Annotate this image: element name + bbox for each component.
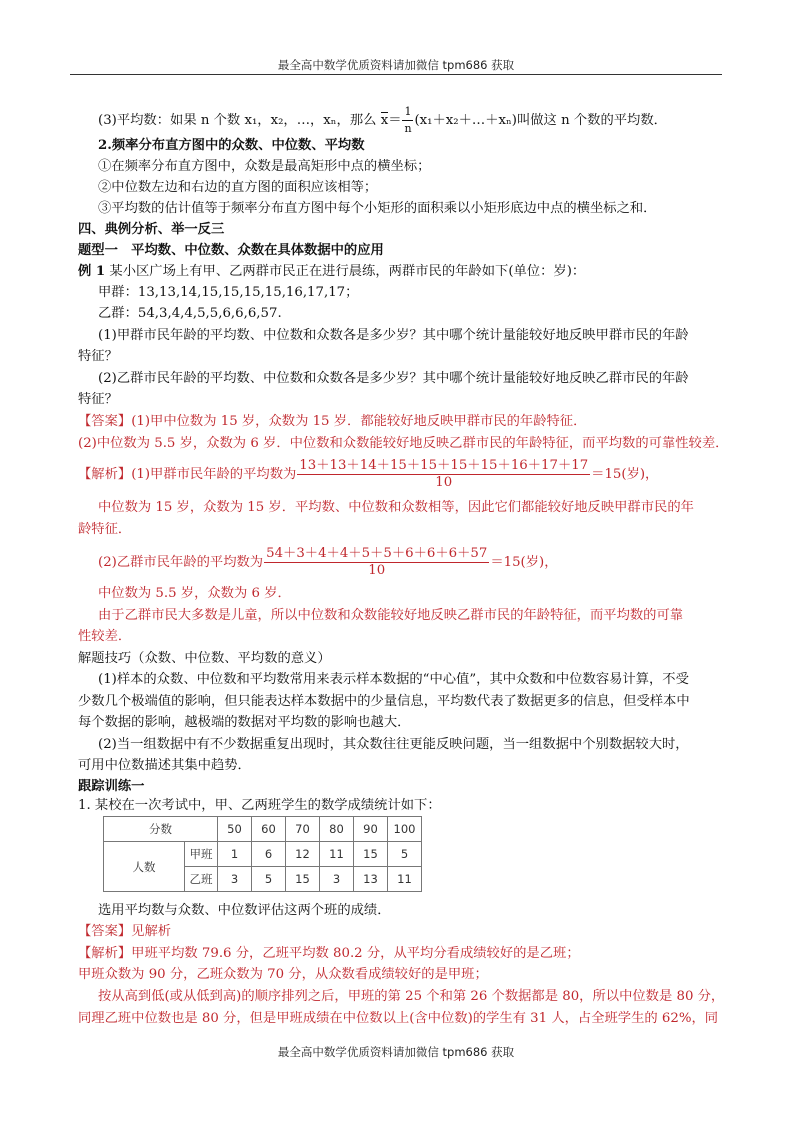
solution-2-part-1 — [98, 546, 558, 579]
table-cell: 15 — [354, 842, 388, 867]
table-cell: 12 — [286, 842, 320, 867]
table-cell: 60 — [252, 817, 286, 842]
average-definition-expr: (x₁＋x₂＋…＋xₙ)叫做这 n 个数的平均数． — [414, 113, 667, 128]
drill-answer: 【答案】见解析 — [78, 924, 172, 939]
solution-1-pre: (1)甲群市民年龄的平均数为 — [131, 467, 297, 482]
group-b-mean-num: 54＋3＋4＋4＋5＋5＋6＋6＋6＋57 — [266, 546, 488, 561]
group-a-ages: 甲群：13,13,14,15,15,15,15,16,17,17； — [98, 285, 359, 300]
answer-1-line-2: (2)中位数为 5.5 岁，众数为 6 岁．中位数和众数能较好地反映乙群市民的年龄特征，而平均数的可靠性较差． — [78, 436, 729, 451]
answer-1-line-1 — [78, 412, 586, 432]
section-2-item-2: ②中位数左边和右边的直方图的面积应该相等； — [98, 180, 378, 195]
table-cell: 50 — [218, 817, 252, 842]
table-row — [104, 842, 422, 867]
table-cell: 3 — [218, 867, 252, 892]
class-b-label: 乙班 — [185, 867, 218, 892]
solution-2-line-2: 中位数为 5.5 岁，众数为 6 岁． — [98, 586, 291, 601]
group-a-mean-den: 10 — [435, 475, 453, 490]
table-cell: 5 — [252, 867, 286, 892]
question-1-line-1: (1)甲群市民年龄的平均数、中位数和众数各是多少岁？其中哪个统计量能较好地反映甲群市民的年龄 — [98, 328, 689, 343]
example-1-stem — [78, 262, 585, 282]
solution-3-line-2: 性较差． — [78, 629, 132, 644]
table-cell: 80 — [320, 817, 354, 842]
average-fraction — [402, 104, 413, 137]
drill-solution-line-4: 同理乙班中位数也是 80 分，但是甲班成绩在中位数以上(含中位数)的学生有 31 人，占全班学生的 62%，同 — [78, 1011, 719, 1026]
solution-tag: 【解析】 — [78, 467, 132, 482]
tip-2-line-2: 可用中位数描述其集中趋势． — [78, 758, 251, 773]
table-cell: 1 — [218, 842, 252, 867]
average-fraction-num: 1 — [402, 104, 413, 121]
average-definition-prefix: (3)平均数：如果 n 个数 x₁，x₂，…，xₙ，那么 — [98, 113, 377, 128]
score-table — [103, 816, 422, 892]
example-1-label: 例 1 — [78, 264, 106, 279]
table-cell: 13 — [354, 867, 388, 892]
answer-tag: 【答案】 — [78, 414, 132, 429]
group-b-mean-den: 10 — [368, 563, 386, 578]
average-eq: ＝ — [388, 113, 402, 128]
tip-1-line-2: 少数几个极端值的影响，但只能表达样本数据中的少量信息，平均数代表了数据更多的信息，但受样本中 — [78, 694, 690, 709]
tip-1-line-1: (1)样本的众数、中位数和平均数常用来表示样本数据的“中心值”，其中众数和中位数容易计算，不受 — [98, 672, 689, 687]
section-4-title: 四、典例分析、举一反三 — [78, 222, 225, 237]
question-2-line-2: 特征？ — [78, 392, 118, 407]
header-divider — [70, 74, 722, 75]
section-2-item-3: ③平均数的估计值等于频率分布直方图中每个小矩形的面积乘以小矩形底边中点的横坐标之和． — [98, 201, 657, 216]
solution-1-part-1 — [78, 458, 658, 491]
question-2-line-1: (2)乙群市民年龄的平均数、中位数和众数各是多少岁？其中哪个统计量能较好地反映乙群市民的年龄 — [98, 371, 689, 386]
average-fraction-den: n — [404, 122, 412, 135]
section-2-title: 2.频率分布直方图中的众数、中位数、平均数 — [98, 138, 365, 153]
solution-1-line-3: 龄特征． — [78, 522, 132, 537]
count-header: 人数 — [104, 842, 185, 892]
table-cell: 11 — [320, 842, 354, 867]
class-a-label: 甲班 — [185, 842, 218, 867]
group-b-ages: 乙群：54,3,4,4,5,5,6,6,6,57. — [98, 306, 282, 321]
solution-1-post: ＝15(岁)， — [591, 467, 659, 482]
answer-1-text: (1)甲中位数为 15 岁，众数为 15 岁．都能较好地反映甲群市民的年龄特征． — [131, 414, 587, 429]
group-a-mean-fraction — [297, 458, 590, 491]
tip-title: 解题技巧（众数、中位数、平均数的意义） — [78, 651, 331, 666]
table-cell: 6 — [252, 842, 286, 867]
example-1-text: 某小区广场上有甲、乙两群市民正在进行晨练，两群市民的年龄如下(单位：岁)： — [109, 264, 586, 279]
group-a-mean-num: 13＋13＋14＋15＋15＋15＋15＋16＋17＋17 — [299, 458, 589, 473]
type-1-title: 题型一 平均数、中位数、众数在具体数据中的应用 — [78, 243, 384, 258]
score-header: 分数 — [104, 817, 218, 842]
average-definition — [98, 104, 667, 137]
section-2-item-1: ①在频率分布直方图中，众数是最高矩形中点的横坐标； — [98, 159, 431, 174]
table-cell: 90 — [354, 817, 388, 842]
table-row — [104, 817, 422, 842]
table-cell: 100 — [388, 817, 422, 842]
solution-2-post: ＝15(岁)， — [490, 555, 558, 570]
table-cell: 5 — [388, 842, 422, 867]
drill-solution-line-2: 甲班众数为 90 分，乙班众数为 70 分，从众数看成绩较好的是甲班； — [78, 967, 488, 982]
group-b-mean-fraction — [264, 546, 489, 579]
mean-symbol: x — [381, 111, 389, 131]
drill-question: 1. 某校在一次考试中，甲、乙两班学生的数学成绩统计如下： — [78, 798, 441, 813]
drill-title: 跟踪训练一 — [78, 779, 145, 794]
tip-2-line-1: (2)当一组数据中有不少数据重复出现时，其众数往往更能反映问题，当一组数据中个别数据较大时， — [98, 737, 689, 752]
table-cell: 3 — [320, 867, 354, 892]
table-cell: 70 — [286, 817, 320, 842]
drill-solution-line-1: 【解析】甲班平均数 79.6 分，乙班平均数 80.2 分，从平均分看成绩较好的是乙班； — [78, 946, 580, 961]
page-header: 最全高中数学优质资料请加微信 tpm686 获取 — [277, 58, 515, 72]
solution-3-line-1: 由于乙群市民大多数是儿童，所以中位数和众数能较好地反映乙群市民的年龄特征，而平均数的可靠 — [98, 608, 684, 623]
solution-1-line-2: 中位数为 15 岁，众数为 15 岁．平均数、中位数和众数相等，因此它们都能较好地反映甲群市民的年 — [98, 500, 694, 515]
tip-1-line-3: 每个数据的影响，越极端的数据对平均数的影响也越大． — [78, 715, 411, 730]
drill-instruction: 选用平均数与众数、中位数评估这两个班的成绩． — [98, 903, 391, 918]
page-footer: 最全高中数学优质资料请加微信 tpm686 获取 — [277, 1045, 515, 1059]
drill-solution-line-3: 按从高到低(或从低到高)的顺序排列之后，甲班的第 25 个和第 26 个数据都是 80，所以中位数是 80 分， — [98, 989, 725, 1004]
question-1-line-2: 特征？ — [78, 349, 118, 364]
table-cell: 11 — [388, 867, 422, 892]
table-cell: 15 — [286, 867, 320, 892]
solution-2-pre: (2)乙群市民年龄的平均数为 — [98, 555, 264, 570]
